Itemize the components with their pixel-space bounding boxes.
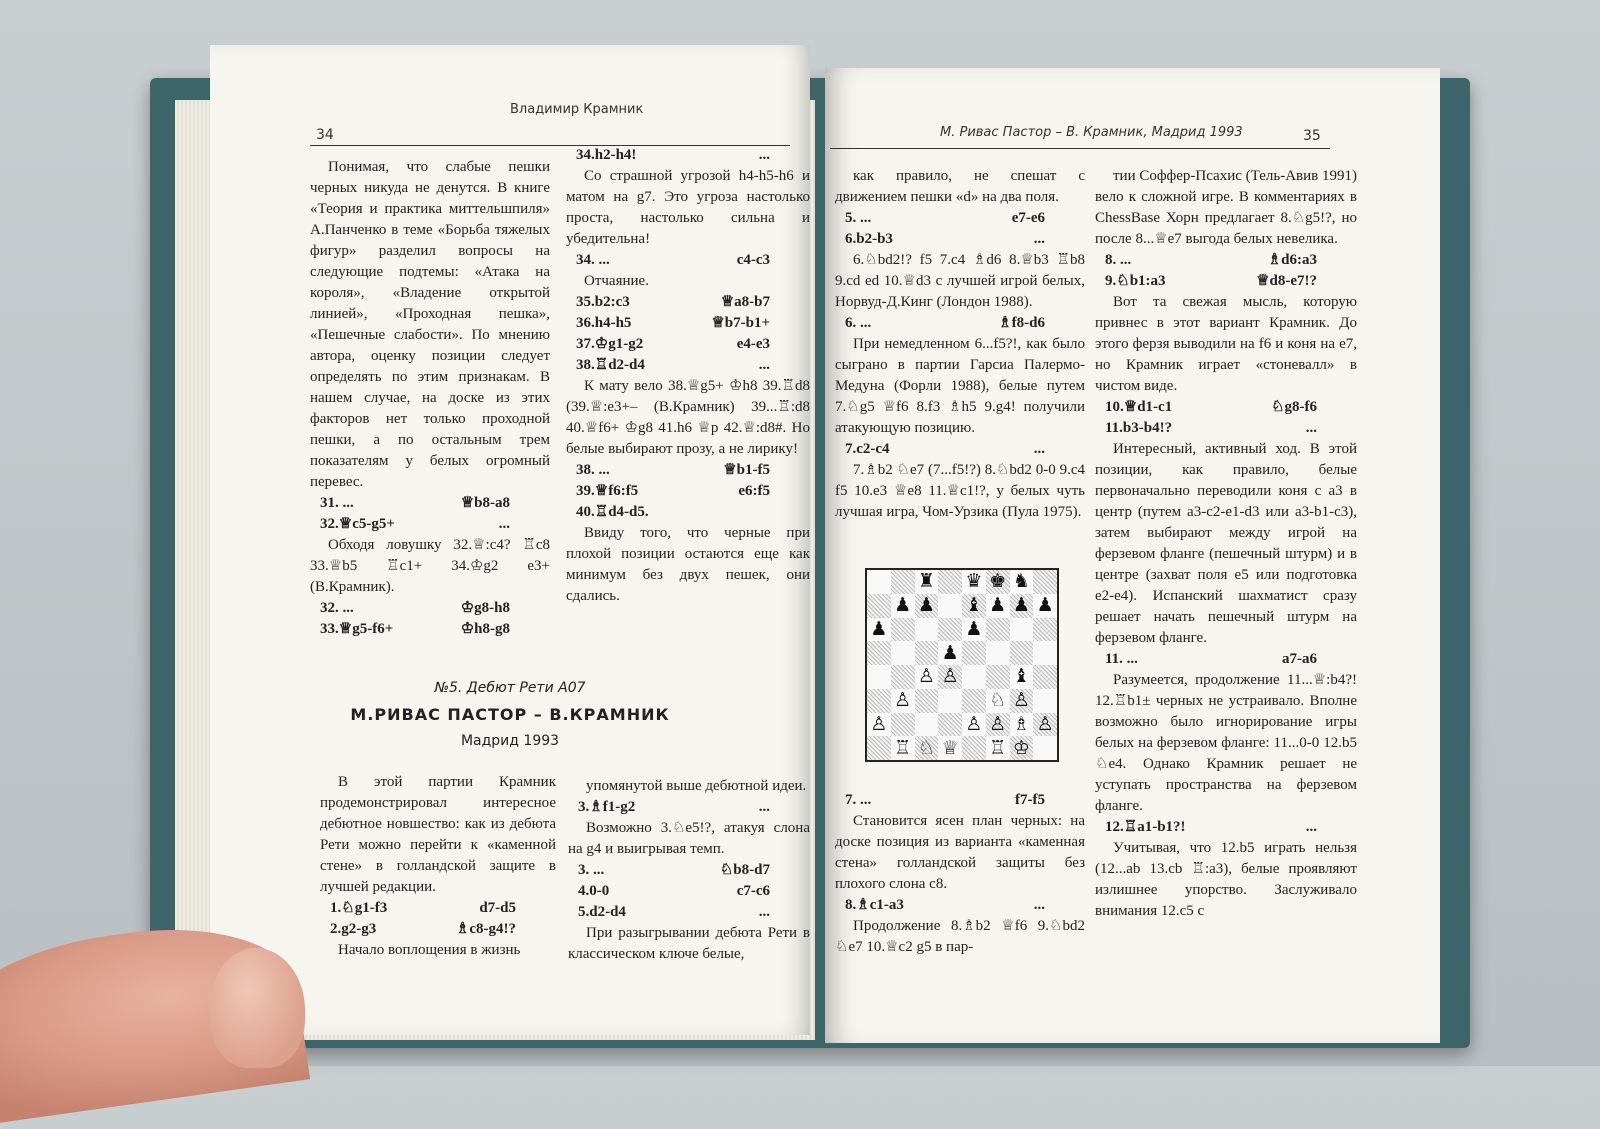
move-line (568, 881, 810, 902)
board-square (915, 689, 939, 713)
move-line (835, 313, 1085, 334)
chess-piece: ♙ (870, 713, 888, 735)
move-black: ... (1033, 897, 1045, 913)
chess-piece: ♙ (941, 666, 959, 688)
move-black: ♗f8-d6 (998, 315, 1045, 331)
move-white: 7. ... (845, 792, 872, 808)
move-black: ♕d8-e7!? (1256, 273, 1317, 289)
move-white: 8.♗c1-a3 (845, 897, 904, 913)
move-black: a7-a6 (1282, 651, 1317, 667)
move-black: ... (758, 904, 770, 920)
board-square (962, 594, 986, 618)
move-white: 38. ... (576, 462, 610, 478)
board-square (915, 665, 939, 689)
board-square (1033, 736, 1057, 760)
move-black: ... (1033, 231, 1045, 247)
move-black: c4-c3 (736, 252, 770, 268)
move-line (1095, 817, 1357, 838)
game-opening: №5. Дебют Рети А07 (434, 680, 586, 696)
board-square (915, 594, 939, 618)
board-square (1010, 713, 1034, 737)
commentary-paragraph: упомянутой выше дебютной идеи. (586, 778, 807, 794)
board-square (962, 689, 986, 713)
board-square (891, 641, 915, 665)
move-black: ... (758, 799, 770, 815)
board-square (1010, 736, 1034, 760)
board-square (962, 641, 986, 665)
board-square (891, 618, 915, 642)
commentary-paragraph: Учитывая, что 12.b5 играть нельзя (12...ab 13.cb ♖:a3), белые проявляют излишнее упорство. Заслуживало внимания 12.c5 с (1095, 840, 1357, 919)
chess-piece: ♟ (917, 595, 935, 617)
board-square (915, 736, 939, 760)
move-white: 39.♕f6:f5 (576, 483, 639, 499)
chess-piece: ♟ (870, 618, 888, 640)
move-black: ... (498, 516, 510, 532)
chess-piece: ♛ (965, 571, 983, 593)
chess-piece: ♟ (941, 642, 959, 664)
move-line (310, 514, 550, 535)
move-black: ♔h8-g8 (460, 621, 510, 637)
commentary-paragraph: Начало воплощения в жизнь (338, 942, 521, 958)
move-line (566, 355, 810, 376)
board-square (938, 618, 962, 642)
move-line (566, 313, 810, 334)
move-white: 5.d2-d4 (578, 904, 626, 920)
chess-piece: ♙ (965, 713, 983, 735)
commentary-paragraph: К мату вело 38.♕g5+ ♔h8 39.♖d8 (39.♕:e3+– (В.Крамник) 39...♖:d8 40.♕f6+ ♔g8 41.h6 ♕p 42.♕:d8#. Но белые выбирают прозу, а не лирику! (566, 378, 810, 457)
chess-piece: ♙ (1012, 690, 1030, 712)
chess-piece: ♟ (1012, 595, 1030, 617)
commentary-paragraph: Отчаяние. (584, 273, 649, 289)
move-line (320, 898, 556, 919)
move-black: ... (1305, 420, 1317, 436)
chess-piece: ♟ (894, 595, 912, 617)
left-column-1 (310, 157, 550, 640)
board-square (915, 570, 939, 594)
board-square (867, 736, 891, 760)
move-line (1095, 418, 1357, 439)
chess-piece: ♙ (894, 690, 912, 712)
board-square (1010, 570, 1034, 594)
chess-piece: ♗ (1012, 713, 1030, 735)
move-line (310, 493, 550, 514)
board-square (915, 641, 939, 665)
chess-piece: ♝ (1012, 666, 1030, 688)
commentary-paragraph: При разыгрывании дебюта Рети в классическом ключе белые, (568, 925, 810, 962)
move-line (835, 439, 1085, 460)
commentary-paragraph: Вот та свежая мысль, которую привнес в этот вариант Крамник. До этого ферзя выводили на f6 и коня на e7, но Крамник играет «стоневалл» в чистом виде. (1095, 294, 1357, 394)
board-square (938, 594, 962, 618)
move-white: 12.♖a1-b1?! (1105, 819, 1186, 835)
board-square (867, 570, 891, 594)
reader-thumb (210, 948, 305, 1068)
move-line (566, 481, 810, 502)
left-column-4 (568, 776, 810, 965)
right-page (825, 68, 1440, 1043)
board-square (938, 689, 962, 713)
move-white: 6.b2-b3 (845, 231, 893, 247)
board-square (938, 665, 962, 689)
chess-piece: ♟ (965, 618, 983, 640)
board-square (1033, 665, 1057, 689)
move-black: ♗c8-g4!? (455, 921, 516, 937)
right-header-rule (830, 148, 1330, 149)
board-square (986, 689, 1010, 713)
chess-piece: ♟ (1036, 595, 1054, 617)
move-black: ♘g8-f6 (1271, 399, 1317, 415)
move-white: 38.♖d2-d4 (576, 357, 645, 373)
board-square (867, 665, 891, 689)
left-column-3 (320, 772, 556, 961)
move-white: 34.h2-h4! (576, 147, 637, 163)
move-white: 37.♔g1-g2 (576, 336, 644, 352)
board-square (962, 618, 986, 642)
move-white: 6. ... (845, 315, 872, 331)
commentary-paragraph: Интересный, активный ход. В этой позиции, как правило, белые первоначально переводили коня с a3 в центр (путем a3-c2-e1-d3 или a3-b1-c3), затем выбирают между игрой на ферзевом фланге (пешечный штурм) и в центре (захват поля e5 или подготовка e2-e4). Испанский шахматист сразу решает начать пешечный штурм на ферзевом фланге. (1095, 441, 1357, 646)
move-white: 31. ... (320, 495, 354, 511)
board-square (962, 570, 986, 594)
move-line (835, 208, 1085, 229)
move-black: ♔g8-h8 (460, 600, 510, 616)
chess-piece: ♕ (941, 737, 959, 759)
board-square (962, 736, 986, 760)
move-line (566, 292, 810, 313)
move-line (1095, 271, 1357, 292)
commentary-paragraph: Ввиду того, что черные при плохой позиции остаются еще как минимум без двух пешек, они сдались. (566, 525, 810, 604)
board-square (867, 594, 891, 618)
commentary-paragraph: Понимая, что слабые пешки черных никуда не денутся. В книге «Теория и практика миттельшпиля» А.Панченко в теме «Борьба тяжелых фигур» разделил вопросы на следующие подтемы: «Атака на короля», «Владение открытой линией», «Проходная пешка», «Пешечные слабости». По мнению автора, оценку позиции следует определять по этим признакам. В нашем случае, на доске из этих факторов нет только проходной пешки, а по остальным трем показателям у белых огромный перевес. (310, 159, 550, 490)
board-square (938, 736, 962, 760)
move-white: 35.b2:c3 (576, 294, 630, 310)
board-square (891, 665, 915, 689)
board-square (891, 713, 915, 737)
chess-piece: ♙ (917, 666, 935, 688)
move-white: 8. ... (1105, 252, 1132, 268)
move-black: ♕b1-f5 (723, 462, 770, 478)
board-square (1010, 665, 1034, 689)
chess-piece: ♙ (1036, 713, 1054, 735)
move-black: ♕b7-b1+ (711, 315, 770, 331)
chess-diagram (865, 568, 1059, 762)
board-square (867, 641, 891, 665)
chess-piece: ♘ (917, 737, 935, 759)
move-line (310, 598, 550, 619)
move-white: 11. ... (1105, 651, 1138, 667)
move-line (568, 902, 810, 923)
move-white: 3. ... (578, 862, 605, 878)
commentary-paragraph: Становится ясен план черных: на доске позиция из варианта «каменная стена» голландской защиты без плохого слона c8. (835, 813, 1085, 892)
right-column-1-continued (835, 790, 1085, 958)
board-square (986, 665, 1010, 689)
board-square (986, 641, 1010, 665)
chess-piece: ♖ (989, 737, 1007, 759)
left-running-head: Владимир Крамник (510, 102, 644, 117)
commentary-paragraph: 7.♗b2 ♘e7 (7...f5!?) 8.♘bd2 0-0 9.c4 f5 10.e3 ♕e8 11.♕c1!?, у белых чуть лучшая игра, Чом-Урзика (Пула 1975). (835, 462, 1085, 520)
board-square (1010, 594, 1034, 618)
chess-piece: ♟ (989, 595, 1007, 617)
move-line (1095, 649, 1357, 670)
move-black: e4-e3 (736, 336, 770, 352)
move-white: 32. ... (320, 600, 354, 616)
board-square (986, 594, 1010, 618)
board-square (1010, 618, 1034, 642)
move-line (310, 619, 550, 640)
move-line (566, 250, 810, 271)
move-line (566, 334, 810, 355)
move-line (320, 919, 556, 940)
move-black: e7-e6 (1011, 210, 1045, 226)
chess-piece: ♝ (965, 595, 983, 617)
game-players: М.РИВАС ПАСТОР – В.КРАМНИК (350, 705, 670, 724)
move-line (835, 790, 1085, 811)
move-black: ... (758, 357, 770, 373)
move-line (566, 502, 810, 523)
board-square (867, 713, 891, 737)
move-white: 34. ... (576, 252, 610, 268)
board-square (891, 570, 915, 594)
left-column-2 (566, 145, 810, 607)
move-white: 32.♕c5-g5+ (320, 516, 395, 532)
board-square (938, 713, 962, 737)
commentary-paragraph: Возможно 3.♘e5!?, атакуя слона на g4 и выигрывая темп. (568, 820, 810, 857)
move-line (568, 797, 810, 818)
board-square (915, 713, 939, 737)
move-white: 11.b3-b4!? (1105, 420, 1173, 436)
move-white: 33.♕g5-f6+ (320, 621, 394, 637)
board-square (1033, 618, 1057, 642)
move-white: 36.h4-h5 (576, 315, 632, 331)
move-black: f7-f5 (1015, 792, 1045, 808)
move-black: ♘b8-d7 (719, 862, 770, 878)
move-black: ... (758, 147, 770, 163)
move-black: ♗d6:a3 (1267, 252, 1317, 268)
board-square (891, 594, 915, 618)
board-square (891, 736, 915, 760)
move-black: e6:f5 (738, 483, 770, 499)
move-white: 9.♘b1:a3 (1105, 273, 1166, 289)
move-white: 2.g2-g3 (330, 921, 377, 937)
board-square (867, 689, 891, 713)
move-white: 40.♖d4-d5. (576, 504, 649, 520)
move-line (835, 229, 1085, 250)
right-column-2 (1095, 166, 1357, 922)
left-page-number: 34 (316, 127, 334, 143)
move-white: 5. ... (845, 210, 872, 226)
board-square (986, 618, 1010, 642)
board-square (986, 570, 1010, 594)
commentary-paragraph: Продолжение 8.♗b2 ♕f6 9.♘bd2 ♘e7 10.♕c2 g5 в пар- (835, 918, 1085, 955)
move-line (566, 460, 810, 481)
chess-piece: ♙ (989, 713, 1007, 735)
board-square (962, 665, 986, 689)
board-square (962, 713, 986, 737)
board-square (891, 689, 915, 713)
right-column-1 (835, 166, 1085, 523)
move-black: ... (1305, 819, 1317, 835)
move-white: 3.♗f1-g2 (578, 799, 636, 815)
game-place-year: Мадрид 1993 (460, 733, 560, 749)
commentary-paragraph: В этой партии Крамник продемонстрировал интересное дебютное новшество: как из дебюта Рети можно перейти к «каменной стене» в голландской защите в лучшей редакции. (320, 774, 556, 895)
commentary-paragraph: При немедленном 6...f5?!, как было сыграно в партии Гарсиа Палермо-Медуна (Форли 1988), белые путем 7.♘g5 ♕f6 8.f3 ♗h5 9.g4! получили атакующую позицию. (835, 336, 1085, 436)
move-black: ♕a8-b7 (720, 294, 770, 310)
commentary-paragraph: Разумеется, продолжение 11...♕:b4?! 12.♖b1± черных не устраивало. Вполне возможно было игнорирование игры белых на ферзевом фланге: 11...0-0 12.b5 ♘e4. Однако Крамник решает не уступать пространства на ферзевом фланге. (1095, 672, 1357, 814)
board-square (938, 641, 962, 665)
commentary-paragraph: тии Соффер-Псахис (Тель-Авив 1991) вело к сложной игре. В комментариях в ChessBase Хорн предлагает 8.♘g5!?, но после 8...♕e7 выгода белых невелика. (1095, 168, 1357, 247)
commentary-paragraph: Со страшной угрозой h4-h5-h6 и матом на g7. Это угроза настолько проста, настолько сильна и убедительна! (566, 168, 810, 247)
commentary-paragraph: как правило, не спешат с движением пешки «d» на два поля. (835, 168, 1085, 205)
move-black: ... (1033, 441, 1045, 457)
right-running-head: М. Ривас Пастор – В. Крамник, Мадрид 1993 (940, 125, 1243, 140)
chess-piece: ♞ (1012, 571, 1030, 593)
move-line (1095, 250, 1357, 271)
move-line (566, 145, 810, 166)
chess-piece: ♔ (1012, 737, 1030, 759)
move-black: ♕b8-a8 (460, 495, 510, 511)
move-white: 7.c2-c4 (845, 441, 890, 457)
board-square (915, 618, 939, 642)
board-square (1033, 594, 1057, 618)
move-line (1095, 397, 1357, 418)
board-square (938, 570, 962, 594)
chess-piece: ♚ (989, 571, 1007, 593)
move-black: c7-c6 (736, 883, 770, 899)
board-square (1010, 689, 1034, 713)
commentary-paragraph: Обходя ловушку 32.♕:c4? ♖c8 33.♕b5 ♖c1+ 34.♔g2 e3+ (В.Крамник). (310, 537, 550, 595)
chess-piece: ♖ (894, 737, 912, 759)
right-page-number: 35 (1303, 128, 1321, 144)
board-square (1033, 641, 1057, 665)
board-square (1010, 641, 1034, 665)
move-black: d7-d5 (479, 900, 516, 916)
move-line (835, 895, 1085, 916)
chess-piece: ♘ (989, 690, 1007, 712)
commentary-paragraph: 6.♘bd2!? f5 7.c4 ♗d6 8.♕b3 ♖b8 9.cd ed 10.♕d3 с лучшей игрой белых, Норвуд-Д.Кинг (Лондон 1988). (835, 252, 1085, 310)
move-white: 10.♕d1-c1 (1105, 399, 1173, 415)
move-line (568, 860, 810, 881)
board-square (1033, 689, 1057, 713)
move-white: 1.♘g1-f3 (330, 900, 388, 916)
board-square (986, 713, 1010, 737)
board-square (1033, 570, 1057, 594)
move-white: 4.0-0 (578, 883, 610, 899)
left-page (210, 45, 810, 1035)
board-square (867, 618, 891, 642)
board-square (1033, 713, 1057, 737)
chess-piece: ♜ (917, 571, 935, 593)
board-square (986, 736, 1010, 760)
